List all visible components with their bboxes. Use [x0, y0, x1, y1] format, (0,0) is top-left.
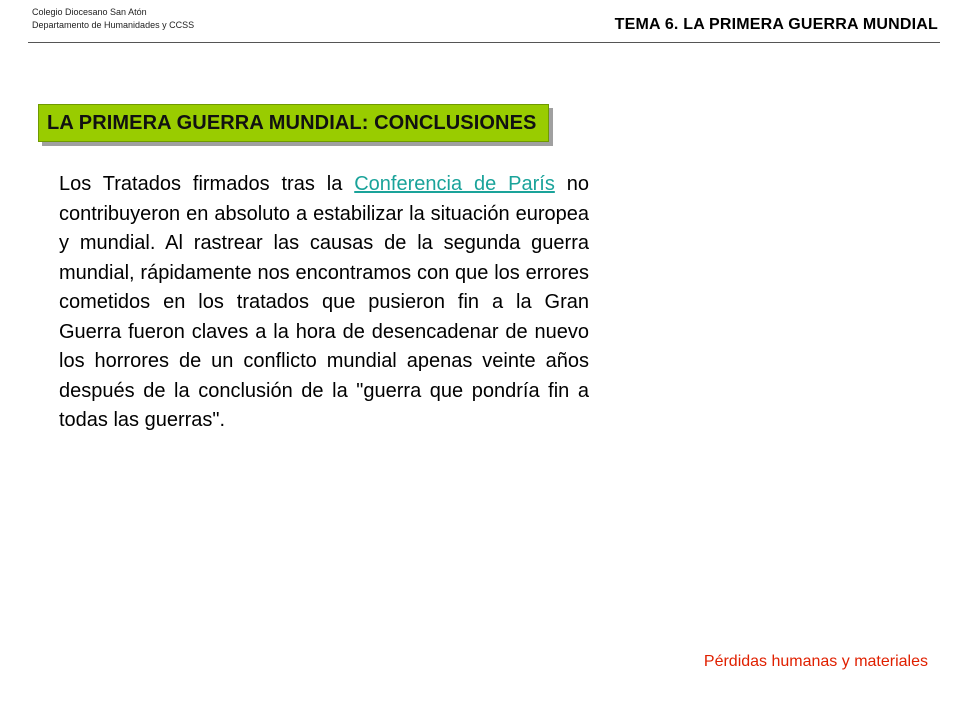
slide-title-box: [38, 104, 549, 142]
header-divider: [28, 42, 940, 43]
school-info: [32, 6, 194, 32]
body-paragraph: [59, 170, 589, 436]
department-name: Departamento de Humanidades y CCSS: [32, 20, 195, 30]
topic-heading: TEMA 6. LA PRIMERA GUERRA MUNDIAL: [614, 16, 938, 33]
slide-title: LA PRIMERA GUERRA MUNDIAL: CONCLUSIONES: [47, 111, 537, 134]
school-name: Colegio Diocesano San Atón: [32, 7, 147, 17]
conferencia-de-paris-link[interactable]: Conferencia de París: [354, 173, 555, 195]
paragraph-text-end: no contribuyeron en absoluto a estabilizar la situación europea y mundial. Al rastrear las causas de la segunda guerra mundial, rápidamente nos encontramos con que los errores cometidos en los tratados que pusieron fin a la Gran Guerra fueron claves a la hora de desencadenar de nuevo los horrores de un conflicto mundial apenas veinte años después de la conclusión de la "guerra que pondría fin a todas las guerras".: [59, 173, 589, 431]
next-slide-link[interactable]: Pérdidas humanas y materiales: [703, 653, 928, 670]
paragraph-text-start: Los Tratados firmados tras la: [59, 173, 355, 195]
